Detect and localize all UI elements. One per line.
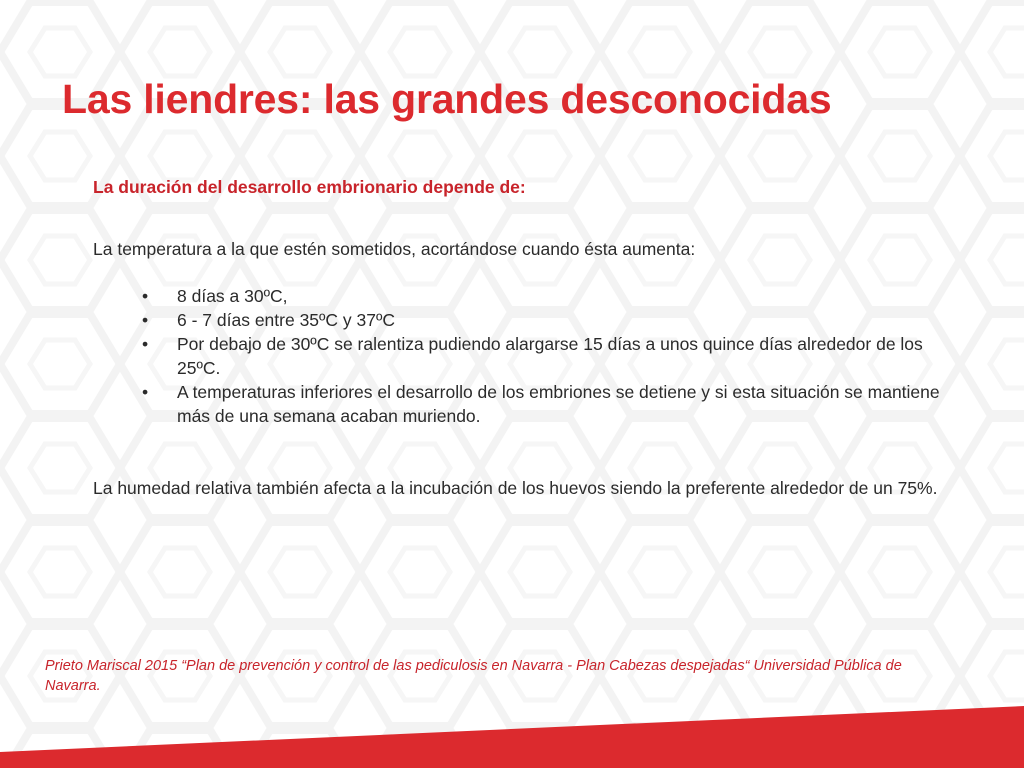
footer-red-band bbox=[0, 700, 1024, 768]
temperature-bullet-list bbox=[142, 284, 942, 428]
slide-title: Las liendres: las grandes desconocidas bbox=[62, 76, 832, 122]
list-item bbox=[142, 332, 942, 380]
bullet-text: 8 días a 30ºC, bbox=[177, 286, 288, 306]
list-item bbox=[142, 284, 942, 308]
citation-text: Prieto Mariscal 2015 “Plan de prevención y control de las pediculosis en Navarra - Plan Cabezas despejadas“ Universidad Pública de Navarra. bbox=[45, 658, 902, 694]
list-item bbox=[142, 308, 942, 332]
humidity-text: La humedad relativa también afecta a la incubación de los huevos siendo la preferente alrededor de un 75%. bbox=[93, 478, 938, 498]
bullet-marker: • bbox=[142, 382, 149, 402]
bullet-marker: • bbox=[142, 310, 149, 330]
bullet-text: Por debajo de 30ºC se ralentiza pudiendo alargarse 15 días a unos quince días alrededor de los 25ºC. bbox=[177, 334, 923, 378]
bullet-marker: • bbox=[142, 334, 149, 354]
bullet-marker: • bbox=[142, 286, 149, 306]
bullet-text: 6 - 7 días entre 35ºC y 37ºC bbox=[177, 310, 396, 330]
intro-text: La temperatura a la que estén sometidos, acortándose cuando ésta aumenta: bbox=[93, 239, 696, 259]
bullet-text: A temperaturas inferiores el desarrollo de los embriones se detiene y si esta situación se mantiene más de una semana acaban muriendo. bbox=[177, 382, 940, 426]
section-subtitle: La duración del desarrollo embrionario depende de: bbox=[93, 177, 526, 197]
list-item bbox=[142, 380, 942, 428]
